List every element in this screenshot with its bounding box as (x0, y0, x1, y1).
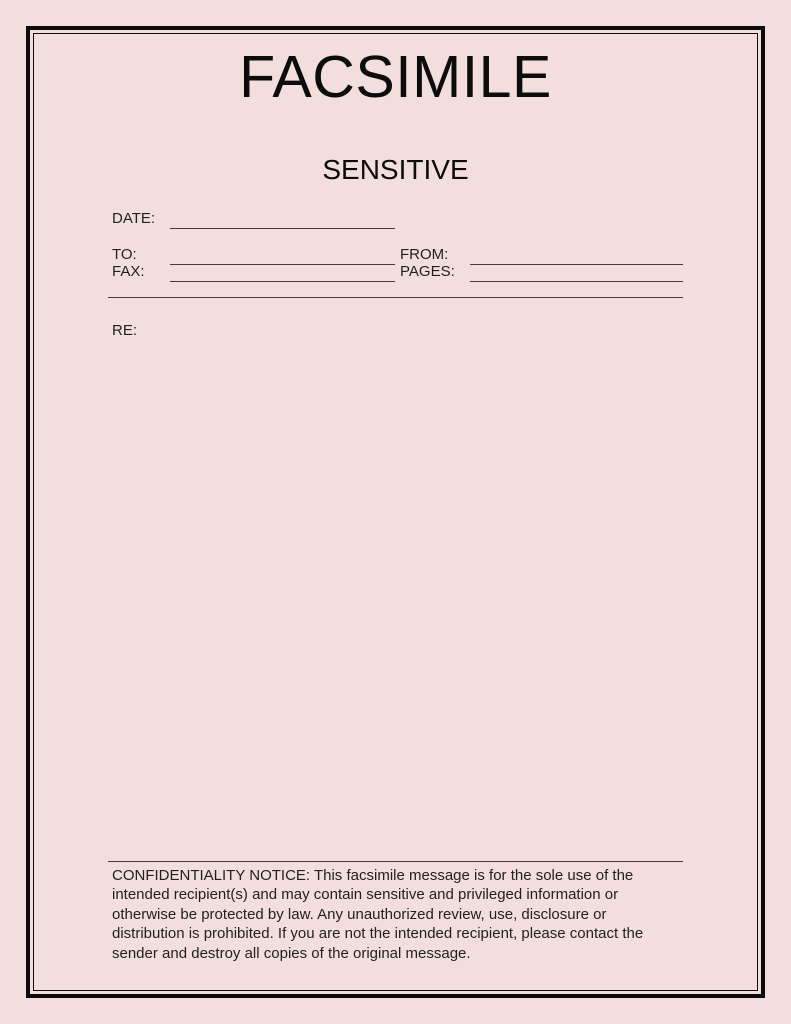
date-label: DATE: (112, 210, 156, 227)
from-input[interactable] (470, 264, 683, 265)
page-content (108, 0, 683, 1024)
re-label: RE: (112, 322, 138, 339)
page-subtitle: SENSITIVE (322, 154, 469, 185)
to-label: TO: (112, 246, 137, 263)
fax-input[interactable] (170, 281, 395, 282)
message-body-area[interactable] (108, 345, 683, 860)
footer-divider (108, 861, 683, 862)
to-input[interactable] (170, 264, 395, 265)
date-input[interactable] (170, 228, 395, 229)
pages-input[interactable] (470, 281, 683, 282)
from-label: FROM: (400, 246, 449, 263)
fax-label: FAX: (112, 263, 145, 280)
page-title: FACSIMILE (239, 44, 552, 110)
form-divider (108, 297, 683, 298)
confidentiality-notice: CONFIDENTIALITY NOTICE: This facsimile message is for the sole use of the intended recipient(s) and may contain sensitive and privileged information or otherwise be protected by law. Any unauthorized review, use, disclosure or distribution is prohibited. If you are not the intended recipient, please contact the sender and destroy all copies of the original message. (112, 867, 644, 962)
pages-label: PAGES: (400, 263, 455, 280)
